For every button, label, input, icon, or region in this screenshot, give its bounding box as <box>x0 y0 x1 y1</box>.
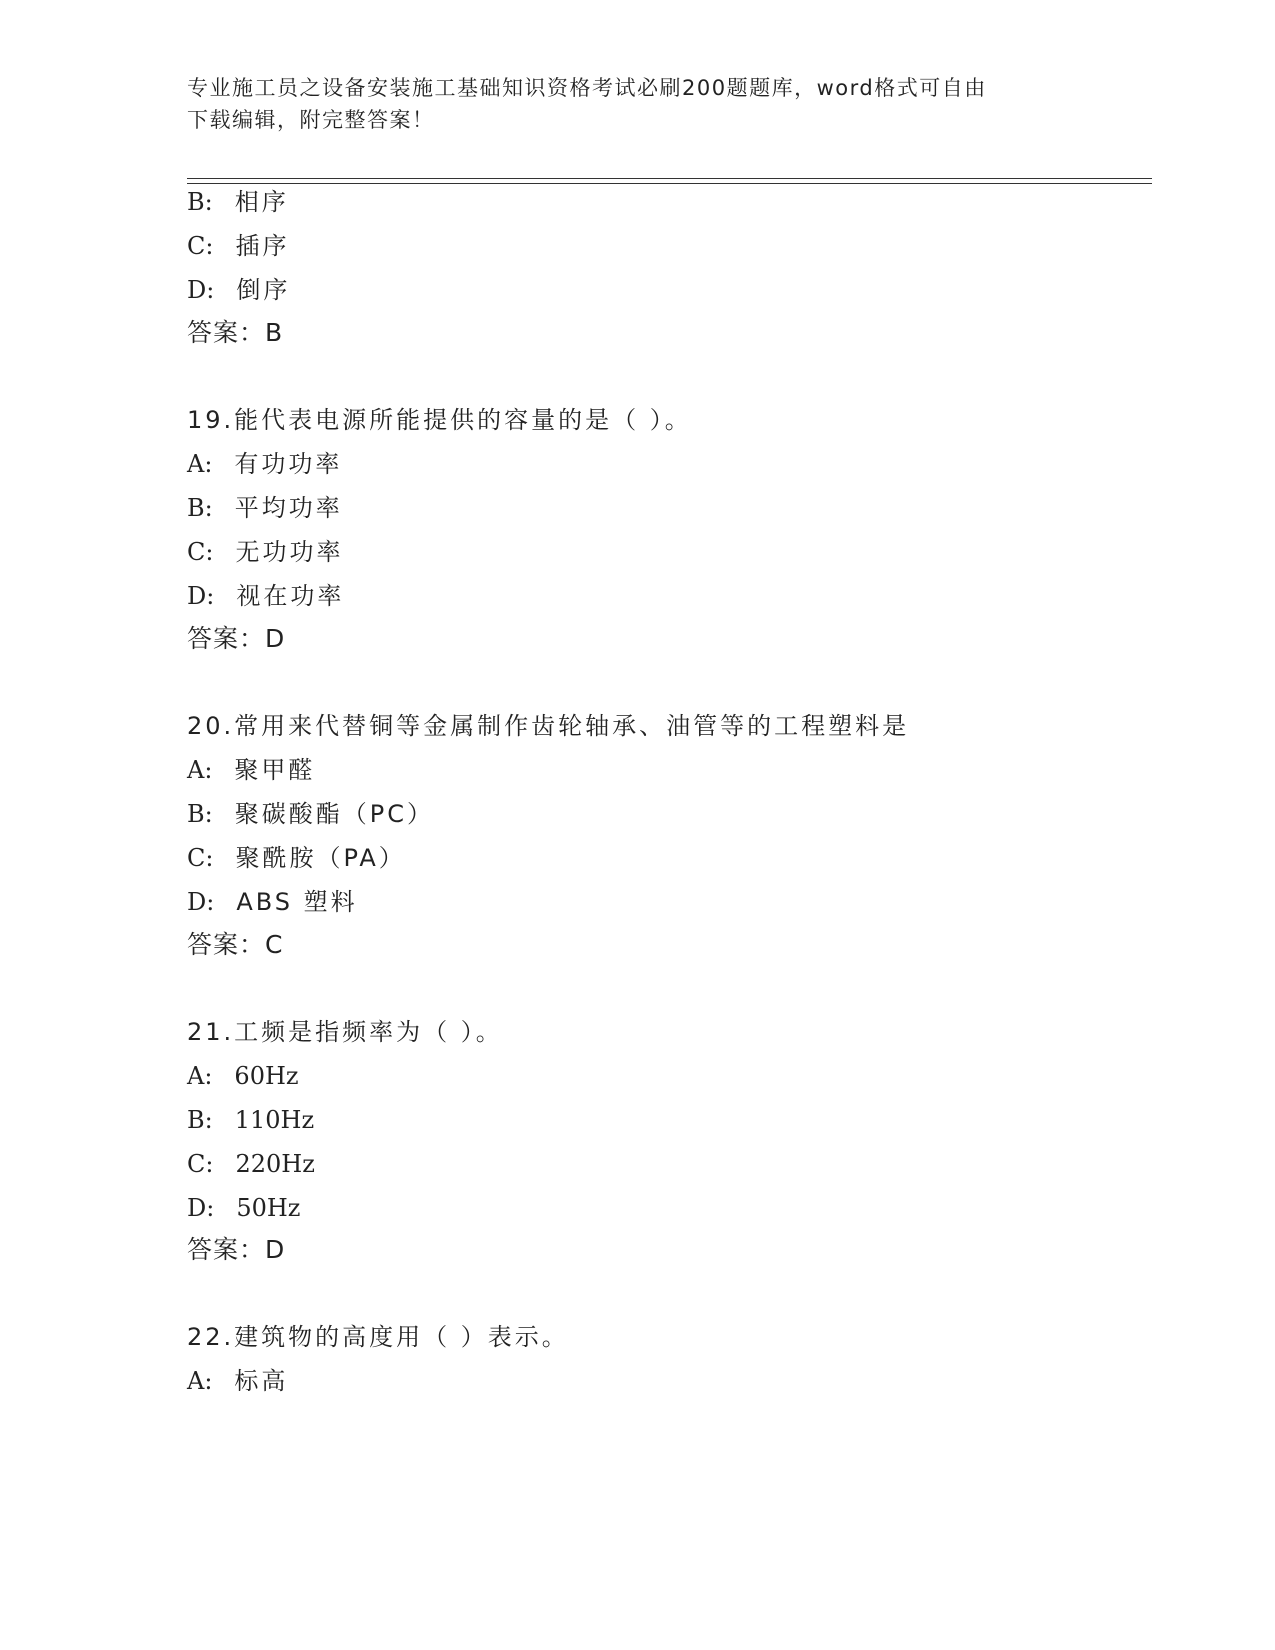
option-prefix: C: <box>187 844 214 872</box>
q19-answer: 答案：D <box>187 624 286 653</box>
option-prefix: D: <box>187 888 215 916</box>
header-line-2: 下载编辑，附完整答案！ <box>187 108 435 132</box>
document-header <box>187 72 1067 136</box>
q18-option-b <box>187 182 289 222</box>
option-text: 平均功率 <box>234 494 343 522</box>
option-text: 相序 <box>234 188 289 216</box>
option-prefix: B: <box>187 800 213 828</box>
option-prefix: A: <box>187 1367 213 1395</box>
option-text: 聚碳酸酯（PC） <box>234 800 434 828</box>
option-text: 聚酰胺（PA） <box>235 844 406 872</box>
option-prefix: A: <box>187 1062 213 1090</box>
option-prefix: C: <box>187 1150 214 1178</box>
option-prefix: B: <box>187 188 213 216</box>
q20-option-a <box>187 750 315 790</box>
q18-option-d <box>187 270 290 310</box>
option-prefix: A: <box>187 450 213 478</box>
option-prefix: D: <box>187 1194 215 1222</box>
option-text: 110Hz <box>234 1106 315 1134</box>
q20-option-c <box>187 838 406 878</box>
option-text: 标高 <box>234 1367 289 1395</box>
option-prefix: B: <box>187 1106 213 1134</box>
option-prefix: D: <box>187 276 215 304</box>
q20-option-d <box>187 882 358 922</box>
q19-option-a <box>187 444 342 484</box>
option-prefix: C: <box>187 232 214 260</box>
option-text: 50Hz <box>236 1194 301 1222</box>
option-prefix: C: <box>187 538 214 566</box>
option-text: 视在功率 <box>236 582 345 610</box>
option-prefix: D: <box>187 582 215 610</box>
q21-option-c <box>187 1144 315 1184</box>
q22-option-a <box>187 1361 288 1401</box>
q21-option-a <box>187 1056 299 1096</box>
option-text: 倒序 <box>236 276 291 304</box>
q20-question: 20.常用来代替铜等金属制作齿轮轴承、油管等的工程塑料是 <box>187 712 910 740</box>
option-text: ABS 塑料 <box>236 888 358 916</box>
q18-option-c <box>187 226 289 266</box>
header-divider-bottom <box>187 183 1152 184</box>
q21-question: 21.工频是指频率为（ ）。 <box>187 1018 503 1046</box>
q19-option-d <box>187 576 344 616</box>
q19-question: 19.能代表电源所能提供的容量的是（ ）。 <box>187 406 692 434</box>
option-text: 无功功率 <box>235 538 344 566</box>
option-text: 有功功率 <box>234 450 343 478</box>
option-text: 220Hz <box>235 1150 315 1178</box>
q21-option-d <box>187 1188 300 1228</box>
q20-answer: 答案：C <box>187 930 284 959</box>
q21-option-b <box>187 1100 314 1140</box>
option-prefix: B: <box>187 494 213 522</box>
q18-answer: 答案：B <box>187 318 284 347</box>
q19-option-b <box>187 488 343 528</box>
option-text: 插序 <box>235 232 290 260</box>
q22-question: 22.建筑物的高度用（ ）表示。 <box>187 1323 569 1351</box>
option-text: 聚甲醛 <box>234 756 316 784</box>
option-text: 60Hz <box>234 1062 299 1090</box>
q20-option-b <box>187 794 434 834</box>
option-prefix: A: <box>187 756 213 784</box>
header-line-1: 专业施工员之设备安装施工基础知识资格考试必刷200题题库，word格式可自由 <box>187 76 987 100</box>
q19-option-c <box>187 532 343 572</box>
header-divider-top <box>187 178 1152 179</box>
q21-answer: 答案：D <box>187 1235 286 1264</box>
